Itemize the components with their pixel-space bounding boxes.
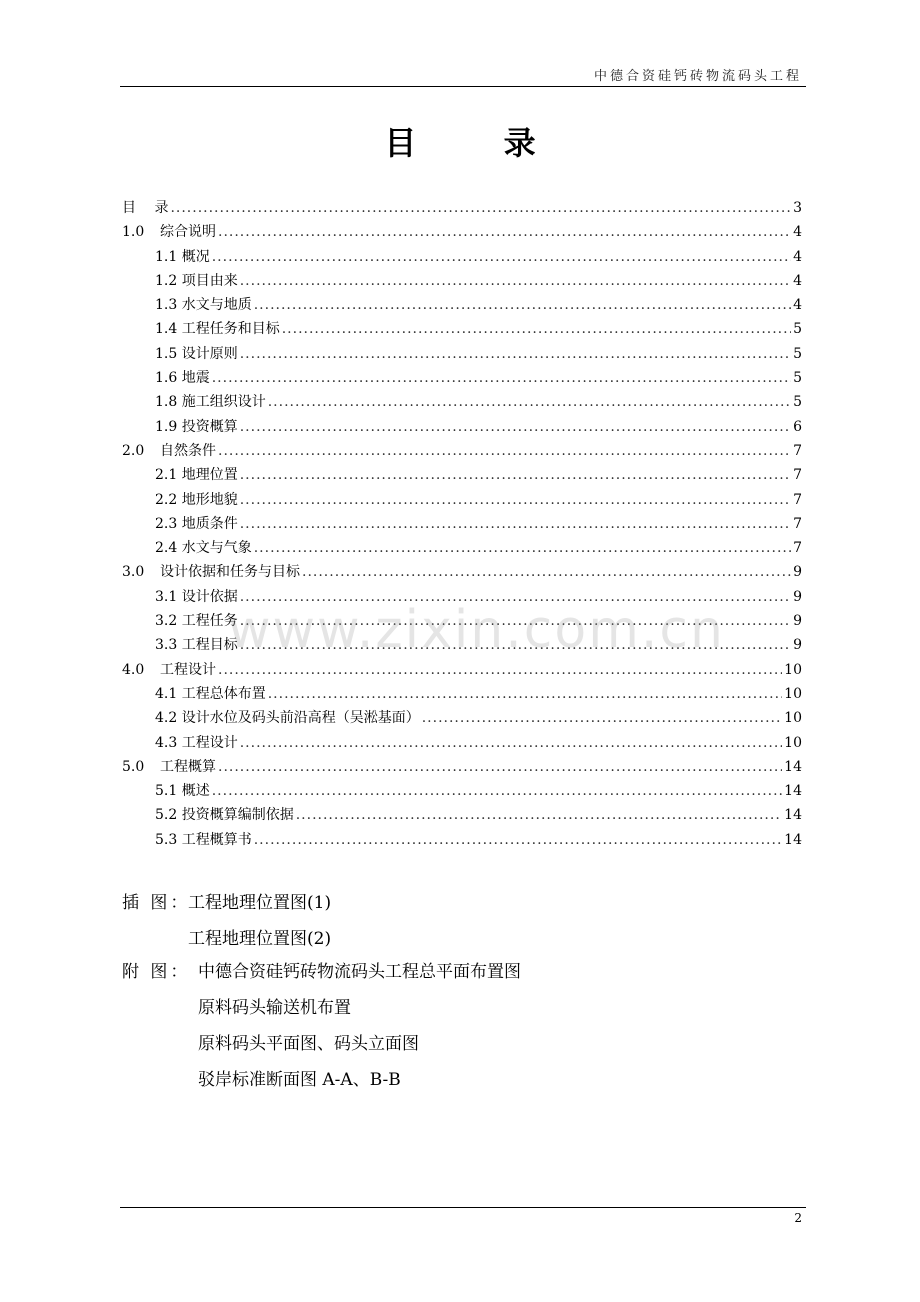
toc-entry[interactable] bbox=[122, 391, 802, 415]
toc-entry-label: 4.3 工程设计 bbox=[155, 734, 238, 751]
appendix-item bbox=[122, 1032, 521, 1068]
toc-entry-number: 2.0 bbox=[122, 442, 145, 459]
appendix-figures-list bbox=[122, 960, 521, 1104]
toc-entry-label: 2.2 地形地貌 bbox=[155, 491, 238, 508]
toc-entry[interactable] bbox=[122, 367, 802, 391]
toc-entry[interactable] bbox=[122, 464, 802, 488]
appendix-item-text: 原料码头平面图、码头立面图 bbox=[198, 1034, 419, 1054]
toc-entry-label: 2.1 地理位置 bbox=[155, 467, 238, 484]
toc-entry-label: 工程概算 bbox=[160, 758, 216, 775]
toc-entry-label: 2.4 水文与气象 bbox=[155, 540, 252, 557]
toc-entry-page: 9 bbox=[793, 637, 802, 654]
toc-entry-page: 14 bbox=[784, 831, 802, 848]
toc-dot-leader bbox=[218, 662, 782, 678]
toc-dot-leader bbox=[282, 321, 791, 337]
toc-entry-page: 9 bbox=[793, 564, 802, 581]
toc-entry[interactable] bbox=[122, 440, 802, 464]
toc-entry-page: 7 bbox=[793, 540, 802, 557]
toc-entry-page: 10 bbox=[784, 710, 802, 727]
toc-dot-leader bbox=[212, 783, 782, 799]
toc-entry-label: 设计依据和任务与目标 bbox=[160, 564, 300, 581]
toc-entry-label: 5.2 投资概算编制依据 bbox=[155, 807, 294, 824]
toc-entry-page: 4 bbox=[793, 248, 802, 265]
toc-entry-page: 9 bbox=[793, 613, 802, 630]
toc-entry[interactable] bbox=[122, 246, 802, 270]
toc-entry[interactable] bbox=[122, 270, 802, 294]
toc-entry-label: 1.3 水文与地质 bbox=[155, 297, 252, 314]
toc-entry[interactable] bbox=[122, 221, 802, 245]
toc-entry-number: 3.0 bbox=[122, 564, 145, 581]
toc-entry-page: 5 bbox=[793, 345, 802, 362]
toc-dot-leader bbox=[240, 516, 791, 532]
toc-entry[interactable] bbox=[122, 780, 802, 804]
toc-entry-page: 5 bbox=[793, 321, 802, 338]
toc-dot-leader bbox=[218, 224, 791, 240]
footer-page-number: 2 bbox=[794, 1211, 802, 1225]
toc-entry-page: 4 bbox=[793, 224, 802, 241]
toc-dot-leader bbox=[240, 735, 782, 751]
figure-item-text: 工程地理位置图(2) bbox=[188, 929, 332, 949]
figure-item bbox=[122, 927, 331, 963]
toc-entry-page: 6 bbox=[793, 418, 802, 435]
toc-dot-leader bbox=[240, 273, 791, 289]
toc-entry-page: 4 bbox=[793, 297, 802, 314]
table-of-contents bbox=[122, 197, 802, 853]
toc-entry-label: 3.3 工程目标 bbox=[155, 637, 238, 654]
appendix-item-text: 原料码头输送机布置 bbox=[198, 998, 351, 1018]
toc-entry-label: 1.6 地震 bbox=[155, 370, 210, 387]
appendix-item bbox=[122, 960, 521, 996]
toc-dot-leader bbox=[212, 249, 791, 265]
toc-entry-page: 5 bbox=[793, 370, 802, 387]
toc-dot-leader bbox=[240, 492, 791, 508]
footer-rule bbox=[120, 1207, 806, 1208]
toc-entry-label: 5.3 工程概算书 bbox=[155, 831, 252, 848]
toc-entry-label: 4.1 工程总体布置 bbox=[155, 685, 266, 702]
figures-list bbox=[122, 891, 331, 963]
appendix-item bbox=[122, 996, 521, 1032]
toc-entry[interactable] bbox=[122, 197, 802, 221]
header-project-title: 中德合资硅钙砖物流码头工程 bbox=[593, 69, 802, 84]
toc-entry-label: 1.8 施工组织设计 bbox=[155, 394, 266, 411]
toc-entry[interactable] bbox=[122, 318, 802, 342]
toc-entry-page: 10 bbox=[784, 734, 802, 751]
toc-entry[interactable] bbox=[122, 707, 802, 731]
toc-entry-page: 7 bbox=[793, 515, 802, 532]
header-rule bbox=[120, 86, 806, 87]
toc-entry[interactable] bbox=[122, 659, 802, 683]
toc-dot-leader bbox=[218, 443, 791, 459]
toc-dot-leader bbox=[240, 467, 791, 483]
page-title: 目 录 bbox=[384, 124, 574, 162]
toc-entry-page: 10 bbox=[784, 685, 802, 702]
toc-dot-leader bbox=[268, 686, 782, 702]
toc-entry-label: 2.3 地质条件 bbox=[155, 515, 238, 532]
appendix-label: 附 图： bbox=[122, 962, 191, 982]
toc-entry-page: 10 bbox=[784, 661, 802, 678]
toc-dot-leader bbox=[268, 394, 791, 410]
toc-entry-page: 14 bbox=[784, 783, 802, 800]
toc-dot-leader bbox=[302, 564, 791, 580]
toc-entry-page: 3 bbox=[793, 200, 802, 216]
appendix-item-text: 中德合资硅钙砖物流码头工程总平面布置图 bbox=[198, 962, 521, 982]
toc-dot-leader bbox=[254, 540, 791, 556]
toc-entry[interactable] bbox=[122, 343, 802, 367]
toc-entry[interactable] bbox=[122, 683, 802, 707]
toc-entry-page: 7 bbox=[793, 491, 802, 508]
toc-entry[interactable] bbox=[122, 416, 802, 440]
toc-entry-label: 4.2 设计水位及码头前沿高程（吴淞基面） bbox=[155, 710, 420, 727]
toc-entry[interactable] bbox=[122, 489, 802, 513]
toc-dot-leader bbox=[170, 200, 791, 216]
toc-entry-label: 工程设计 bbox=[160, 661, 216, 678]
toc-entry-page: 4 bbox=[793, 272, 802, 289]
toc-entry-page: 9 bbox=[793, 588, 802, 605]
toc-entry-label: 综合说明 bbox=[160, 224, 216, 241]
toc-dot-leader bbox=[218, 759, 782, 775]
toc-entry[interactable] bbox=[122, 829, 802, 853]
toc-entry[interactable] bbox=[122, 513, 802, 537]
toc-entry-label: 自然条件 bbox=[160, 442, 216, 459]
toc-entry-number: 5.0 bbox=[122, 758, 145, 775]
toc-entry[interactable] bbox=[122, 756, 802, 780]
toc-entry-label: 1.9 投资概算 bbox=[155, 418, 238, 435]
toc-entry-label: 3.1 设计依据 bbox=[155, 588, 238, 605]
toc-dot-leader bbox=[254, 832, 782, 848]
toc-dot-leader bbox=[422, 710, 782, 726]
toc-entry-label: 1.2 项目由来 bbox=[155, 272, 238, 289]
toc-entry-page: 7 bbox=[793, 467, 802, 484]
toc-entry-label: 1.1 概况 bbox=[155, 248, 210, 265]
figures-label: 插 图： bbox=[122, 893, 191, 913]
toc-dot-leader bbox=[254, 297, 791, 313]
toc-entry-page: 5 bbox=[793, 394, 802, 411]
appendix-item-text: 驳岸标准断面图 A-A、B-B bbox=[198, 1070, 401, 1090]
figure-item-text: 工程地理位置图(1) bbox=[188, 893, 332, 913]
watermark: www.zixin.com.cn bbox=[228, 600, 725, 660]
toc-entry-label: 3.2 工程任务 bbox=[155, 613, 238, 630]
toc-dot-leader bbox=[240, 419, 791, 435]
toc-entry[interactable] bbox=[122, 732, 802, 756]
toc-entry-label: 目 录 bbox=[122, 200, 169, 216]
toc-entry-label: 5.1 概述 bbox=[155, 783, 210, 800]
figure-item bbox=[122, 891, 331, 927]
toc-entry[interactable] bbox=[122, 537, 802, 561]
toc-entry[interactable] bbox=[122, 561, 802, 585]
toc-entry[interactable] bbox=[122, 294, 802, 318]
toc-dot-leader bbox=[296, 807, 782, 823]
toc-entry-number: 4.0 bbox=[122, 661, 145, 678]
toc-dot-leader bbox=[212, 370, 791, 386]
toc-entry-number: 1.0 bbox=[122, 224, 145, 241]
toc-entry-page: 7 bbox=[793, 442, 802, 459]
toc-entry-label: 1.5 设计原则 bbox=[155, 345, 238, 362]
toc-entry-page: 14 bbox=[784, 807, 802, 824]
toc-entry-page: 14 bbox=[784, 758, 802, 775]
toc-entry-label: 1.4 工程任务和目标 bbox=[155, 321, 280, 338]
appendix-item bbox=[122, 1068, 521, 1104]
toc-dot-leader bbox=[240, 346, 791, 362]
toc-entry[interactable] bbox=[122, 804, 802, 828]
